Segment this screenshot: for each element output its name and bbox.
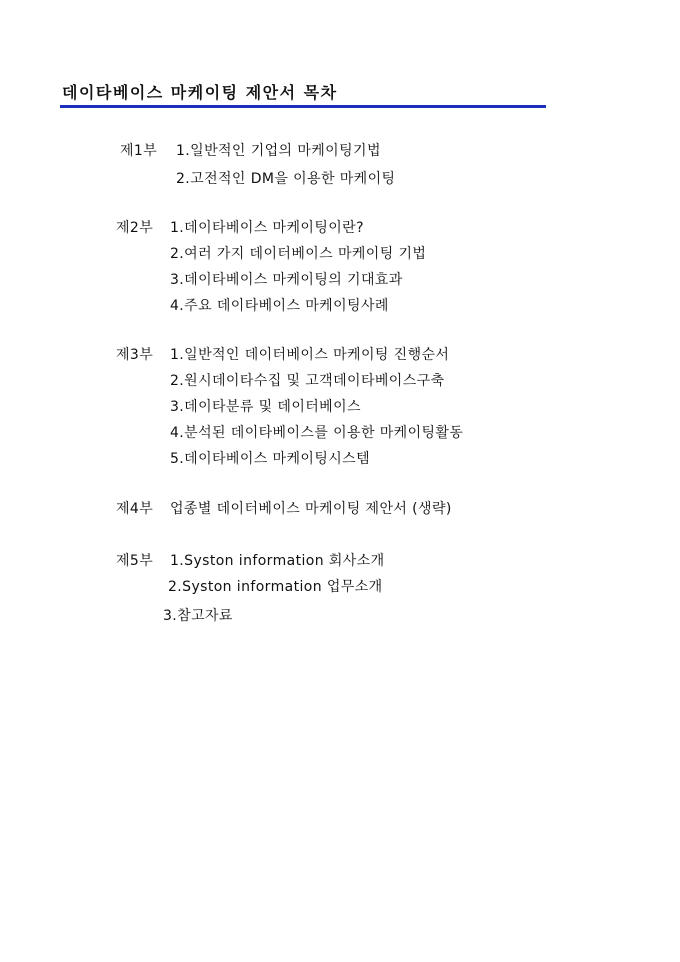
toc-entry: 5.데이타베이스 마케이팅시스템 bbox=[170, 451, 371, 467]
section-label: 제3부 bbox=[116, 347, 154, 363]
section-label: 제5부 bbox=[116, 553, 154, 569]
toc-entry: 3.데이타베이스 마케이팅의 기대효과 bbox=[170, 272, 403, 288]
toc-entry: 2.Syston information 업무소개 bbox=[168, 579, 383, 595]
toc-entry: 4.분석된 데이타베이스를 이용한 마케이팅활동 bbox=[170, 425, 464, 441]
toc-entry: 1.일반적인 기업의 마케이팅기법 bbox=[176, 143, 381, 159]
document-title: 데이타베이스 마케이팅 제안서 목차 bbox=[62, 83, 338, 102]
section-label: 제1부 bbox=[120, 143, 158, 159]
title-underline bbox=[60, 105, 546, 108]
toc-entry: 1.데이타베이스 마케이팅이란? bbox=[170, 220, 364, 236]
toc-entry: 업종별 데이터베이스 마케이팅 제안서 (생략) bbox=[170, 501, 452, 517]
toc-entry: 2.고전적인 DM을 이용한 마케이팅 bbox=[176, 171, 396, 187]
toc-entry: 1.일반적인 데이터베이스 마케이팅 진행순서 bbox=[170, 347, 450, 363]
toc-entry: 1.Syston information 회사소개 bbox=[170, 553, 385, 569]
toc-entry: 2.원시데이타수집 및 고객데이타베이스구축 bbox=[170, 373, 445, 389]
section-label: 제2부 bbox=[116, 220, 154, 236]
toc-entry: 3.데이타분류 및 데이터베이스 bbox=[170, 399, 361, 415]
toc-entry: 2.여러 가지 데이터베이스 마케이팅 기법 bbox=[170, 246, 427, 262]
toc-entry: 3.참고자료 bbox=[163, 608, 233, 624]
section-label: 제4부 bbox=[116, 501, 154, 517]
toc-entry: 4.주요 데이타베이스 마케이팅사례 bbox=[170, 298, 389, 314]
